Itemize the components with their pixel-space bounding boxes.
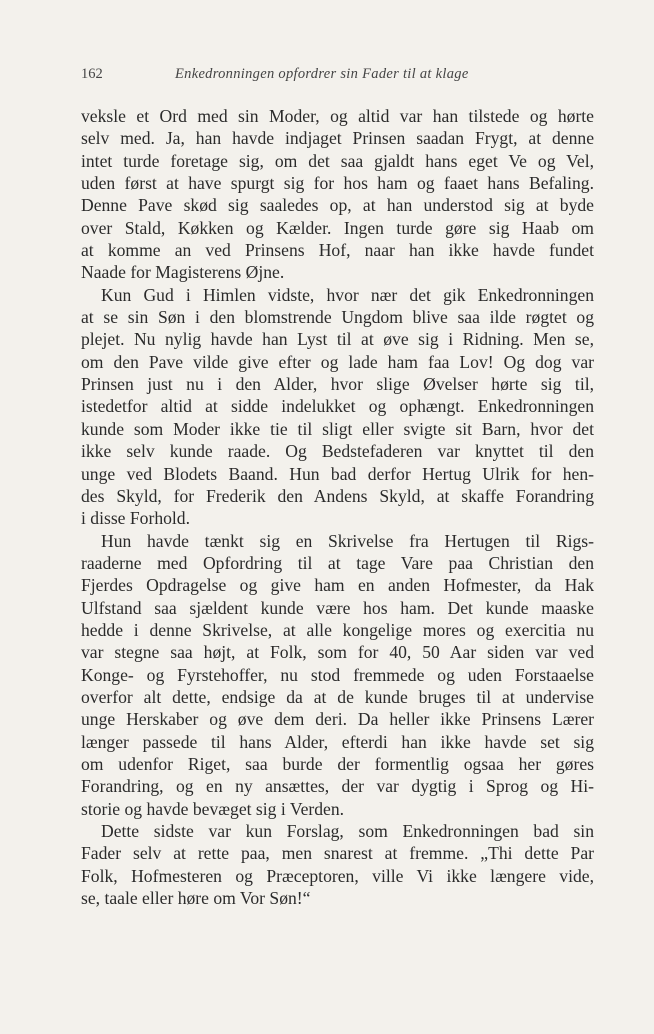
text-line: at komme an ved Prinsens Hof, naar han ikke havde fundet (81, 240, 594, 261)
text-line: Folk, Hofmesteren og Præceptoren, ville Vi ikke længere vide, (81, 865, 594, 886)
text-line: om den Pave vilde give efter og lade ham faa Lov! Og dog var (81, 351, 594, 372)
text-line: Fader selv at rette paa, men snarest at fremme. „Thi dette Par (81, 843, 594, 864)
text-line: veksle et Ord med sin Moder, og altid var han tilstede og hørte (81, 106, 594, 126)
text-line: unge ved Blodets Baand. Hun bad derfor Hertug Ulrik for hen- (81, 463, 594, 484)
paragraph (81, 530, 594, 820)
text-line: kunde som Moder ikke tie til sligt eller svigte sit Barn, hvor det (81, 418, 594, 439)
text-line: Hun havde tænkt sig en Skrivelse fra Hertugen til Rigs- (101, 530, 594, 551)
text-line: Fjerdes Opdragelse og give ham en anden Hofmester, da Hak (81, 575, 594, 596)
text-line: Forandring, og en ny ansættes, der var dygtig i Sprog og Hi- (81, 776, 594, 797)
running-title: Enkedronningen opfordrer sin Fader til at klage (175, 66, 469, 82)
text-line: i disse Forhold. (81, 508, 190, 529)
text-line: over Stald, Køkken og Kælder. Ingen turde gøre sig Haab om (81, 217, 594, 238)
text-line: uden først at have spurgt sig for hos ham og faaet hans Befaling. (81, 173, 594, 194)
text-line: raaderne med Opfordring til at tage Vare paa Christian den (81, 552, 594, 573)
text-line: længer passede til hans Alder, efterdi han ikke havde set sig (81, 731, 594, 752)
paragraph (81, 820, 594, 909)
text-line: ikke selv kunde raade. Og Bedstefaderen var knyttet til den (81, 441, 594, 462)
text-line: unge Herskaber og øve dem deri. Da heller ikke Prinsens Lærer (81, 709, 594, 730)
text-line: istedetfor altid at sidde indelukket og ophængt. Enkedronningen (81, 396, 594, 417)
paragraph (81, 105, 594, 284)
text-line: Denne Pave skød sig saaledes op, at han understod sig at byde (81, 195, 594, 216)
text-line: intet turde foretage sig, om det saa gjaldt hans eget Ve og Vel, (81, 150, 594, 171)
paragraph (81, 284, 594, 530)
text-line: Prinsen just nu i den Alder, hvor slige Øvelser hørte sig til, (81, 374, 594, 395)
text-line: se, taale eller høre om Vor Søn!“ (81, 888, 311, 909)
text-line: om udenfor Riget, saa burde der formentlig ogsaa her gøres (81, 753, 594, 774)
text-line: at se sin Søn i den blomstrende Ungdom blive saa ilde røgtet og (81, 307, 594, 328)
body-text (81, 105, 594, 909)
text-line: des Skyld, for Frederik den Andens Skyld, at skaffe Forandring (81, 485, 594, 506)
text-line: selv med. Ja, han havde indjaget Prinsen saadan Frygt, at denne (81, 128, 594, 149)
text-line: Dette sidste var kun Forslag, som Enkedronningen bad sin (101, 821, 594, 841)
text-line: var stegne saa højt, at Folk, som for 40, 50 Aar siden var ved (81, 642, 594, 663)
text-line: Naade for Magisterens Øjne. (81, 262, 285, 283)
text-line: Kun Gud i Himlen vidste, hvor nær det gik Enkedronningen (101, 284, 594, 305)
text-line: hedde i denne Skrivelse, at alle kongelige mores og exercitia nu (81, 619, 594, 640)
text-line: storie og havde bevæget sig i Verden. (81, 798, 345, 819)
page-header (81, 66, 594, 88)
text-line: Ulfstand saa sjældent kunde være hos ham. Det kunde maaske (81, 597, 594, 618)
text-line: plejet. Nu nylig havde han Lyst til at øve sig i Ridning. Men se, (81, 329, 594, 350)
text-line: Konge- og Fyrstehoffer, nu stod fremmede og uden Forstaaelse (81, 664, 594, 685)
page-number: 162 (81, 66, 103, 82)
text-line: overfor alt dette, endsige da at de kunde bruges til at undervise (81, 686, 594, 707)
